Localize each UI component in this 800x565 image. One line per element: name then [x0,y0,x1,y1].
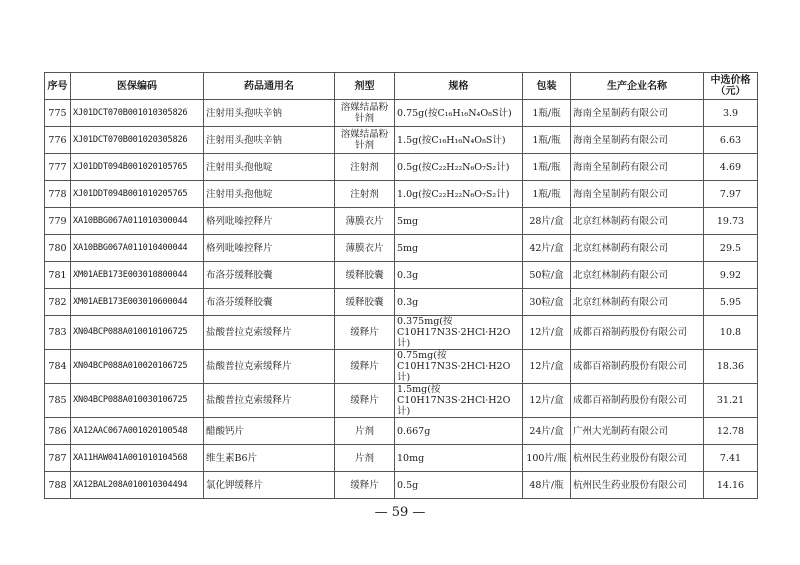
dosage-form-cell: 缓释胶囊 [335,262,395,289]
table-row [45,316,758,350]
insurance-code-cell: XJ01DCT070B001010305826 [71,100,204,127]
insurance-code-cell: XJ01DCT070B001020305826 [71,127,204,154]
packaging-cell: 100片/瓶 [523,445,571,472]
drug-name-cell: 布洛芬缓释胶囊 [204,262,335,289]
header-pack: 包装 [523,73,571,100]
row-number-cell: 787 [45,445,71,472]
dosage-form-cell: 缓释片 [335,384,395,418]
insurance-code-cell: XN04BCP088A010020106725 [71,350,204,384]
specification-cell: 5mg [395,235,523,262]
dosage-form-cell: 注射剂 [335,181,395,208]
row-number-cell: 780 [45,235,71,262]
manufacturer-cell: 成都百裕制药股份有限公司 [571,384,704,418]
manufacturer-cell: 海南全星制药有限公司 [571,181,704,208]
drug-price-table [44,72,758,499]
drug-name-cell: 布洛芬缓释胶囊 [204,289,335,316]
specification-cell: 0.3g [395,289,523,316]
dosage-form-cell: 薄膜衣片 [335,208,395,235]
table-row [45,181,758,208]
header-price: 中选价格（元） [704,73,758,100]
manufacturer-cell: 成都百裕制药股份有限公司 [571,350,704,384]
specification-cell: 0.75g(按C₁₆H₁₆N₄O₈S计) [395,100,523,127]
specification-cell: 0.375mg(按C10H17N3S·2HCl·H2O计) [395,316,523,350]
table-row [45,384,758,418]
specification-cell: 1.0g(按C₂₂H₂₂N₆O₇S₂计) [395,181,523,208]
table-row [45,154,758,181]
row-number-cell: 775 [45,100,71,127]
insurance-code-cell: XA10BBG067A011010400044 [71,235,204,262]
insurance-code-cell: XN04BCP088A010030106725 [71,384,204,418]
insurance-code-cell: XN04BCP088A010010106725 [71,316,204,350]
specification-cell: 0.3g [395,262,523,289]
drug-name-cell: 注射用头孢呋辛钠 [204,100,335,127]
selected-price-cell: 31.21 [704,384,758,418]
row-number-cell: 784 [45,350,71,384]
selected-price-cell: 18.36 [704,350,758,384]
manufacturer-cell: 杭州民生药业股份有限公司 [571,472,704,499]
insurance-code-cell: XA12AAC067A001020100548 [71,418,204,445]
packaging-cell: 12片/盒 [523,316,571,350]
dosage-form-cell: 注射剂 [335,154,395,181]
packaging-cell: 48片/瓶 [523,472,571,499]
table-row [45,472,758,499]
packaging-cell: 12片/盒 [523,384,571,418]
dosage-form-cell: 缓释胶囊 [335,289,395,316]
packaging-cell: 1瓶/瓶 [523,127,571,154]
packaging-cell: 1瓶/瓶 [523,154,571,181]
table-row [45,127,758,154]
packaging-cell: 30粒/盒 [523,289,571,316]
specification-cell: 0.667g [395,418,523,445]
page-number: — 59 — [374,505,426,520]
dosage-form-cell: 缓释片 [335,350,395,384]
dosage-form-cell: 薄膜衣片 [335,235,395,262]
row-number-cell: 776 [45,127,71,154]
selected-price-cell: 10.8 [704,316,758,350]
row-number-cell: 778 [45,181,71,208]
table-row [45,262,758,289]
manufacturer-cell: 北京红林制药有限公司 [571,262,704,289]
row-number-cell: 782 [45,289,71,316]
table-header-row [45,73,758,100]
row-number-cell: 786 [45,418,71,445]
specification-cell: 0.75mg(按C10H17N3S·2HCl·H2O计) [395,350,523,384]
table-row [45,445,758,472]
selected-price-cell: 4.69 [704,154,758,181]
table-row [45,289,758,316]
table-row [45,350,758,384]
row-number-cell: 781 [45,262,71,289]
manufacturer-cell: 杭州民生药业股份有限公司 [571,445,704,472]
drug-name-cell: 注射用头孢呋辛钠 [204,127,335,154]
dosage-form-cell: 溶媒结晶粉针剂 [335,127,395,154]
manufacturer-cell: 广州大光制药有限公司 [571,418,704,445]
table-row [45,208,758,235]
row-number-cell: 788 [45,472,71,499]
packaging-cell: 1瓶/瓶 [523,100,571,127]
manufacturer-cell: 海南全星制药有限公司 [571,127,704,154]
drug-name-cell: 盐酸普拉克索缓释片 [204,384,335,418]
insurance-code-cell: XA12BAL208A010010304494 [71,472,204,499]
header-code: 医保编码 [71,73,204,100]
selected-price-cell: 19.73 [704,208,758,235]
selected-price-cell: 9.92 [704,262,758,289]
header-form: 剂型 [335,73,395,100]
manufacturer-cell: 海南全星制药有限公司 [571,100,704,127]
packaging-cell: 28片/盒 [523,208,571,235]
manufacturer-cell: 北京红林制药有限公司 [571,235,704,262]
dosage-form-cell: 溶媒结晶粉针剂 [335,100,395,127]
specification-cell: 1.5mg(按C10H17N3S·2HCl·H2O计) [395,384,523,418]
drug-name-cell: 氯化钾缓释片 [204,472,335,499]
header-no: 序号 [45,73,71,100]
row-number-cell: 783 [45,316,71,350]
insurance-code-cell: XA11HAW041A001010104568 [71,445,204,472]
table-body [45,100,758,499]
selected-price-cell: 12.78 [704,418,758,445]
insurance-code-cell: XM01AEB173E003010800044 [71,262,204,289]
dosage-form-cell: 缓释片 [335,316,395,350]
drug-name-cell: 盐酸普拉克索缓释片 [204,316,335,350]
selected-price-cell: 5.95 [704,289,758,316]
drug-name-cell: 注射用头孢他啶 [204,181,335,208]
drug-name-cell: 格列吡嗪控释片 [204,208,335,235]
insurance-code-cell: XA10BBG067A011010300044 [71,208,204,235]
selected-price-cell: 3.9 [704,100,758,127]
table-row [45,100,758,127]
manufacturer-cell: 北京红林制药有限公司 [571,289,704,316]
dosage-form-cell: 片剂 [335,418,395,445]
insurance-code-cell: XJ01DDT094B001020105765 [71,154,204,181]
row-number-cell: 777 [45,154,71,181]
specification-cell: 5mg [395,208,523,235]
drug-name-cell: 注射用头孢他啶 [204,154,335,181]
dosage-form-cell: 片剂 [335,445,395,472]
drug-name-cell: 盐酸普拉克索缓释片 [204,350,335,384]
dosage-form-cell: 缓释片 [335,472,395,499]
table-row [45,235,758,262]
row-number-cell: 785 [45,384,71,418]
drug-name-cell: 维生素B6片 [204,445,335,472]
insurance-code-cell: XJ01DDT094B001010205765 [71,181,204,208]
packaging-cell: 1瓶/瓶 [523,181,571,208]
manufacturer-cell: 北京红林制药有限公司 [571,208,704,235]
specification-cell: 0.5g [395,472,523,499]
selected-price-cell: 6.63 [704,127,758,154]
insurance-code-cell: XM01AEB173E003010600044 [71,289,204,316]
drug-name-cell: 醋酸钙片 [204,418,335,445]
packaging-cell: 50粒/盒 [523,262,571,289]
packaging-cell: 24片/盒 [523,418,571,445]
packaging-cell: 42片/盒 [523,235,571,262]
manufacturer-cell: 海南全星制药有限公司 [571,154,704,181]
header-name: 药品通用名 [204,73,335,100]
table-row [45,418,758,445]
drug-name-cell: 格列吡嗪控释片 [204,235,335,262]
header-spec: 规格 [395,73,523,100]
packaging-cell: 12片/盒 [523,350,571,384]
selected-price-cell: 7.41 [704,445,758,472]
header-maker: 生产企业名称 [571,73,704,100]
manufacturer-cell: 成都百裕制药股份有限公司 [571,316,704,350]
specification-cell: 1.5g(按C₁₆H₁₆N₄O₈S计) [395,127,523,154]
row-number-cell: 779 [45,208,71,235]
selected-price-cell: 14.16 [704,472,758,499]
specification-cell: 10mg [395,445,523,472]
specification-cell: 0.5g(按C₂₂H₂₂N₆O₇S₂计) [395,154,523,181]
selected-price-cell: 29.5 [704,235,758,262]
selected-price-cell: 7.97 [704,181,758,208]
